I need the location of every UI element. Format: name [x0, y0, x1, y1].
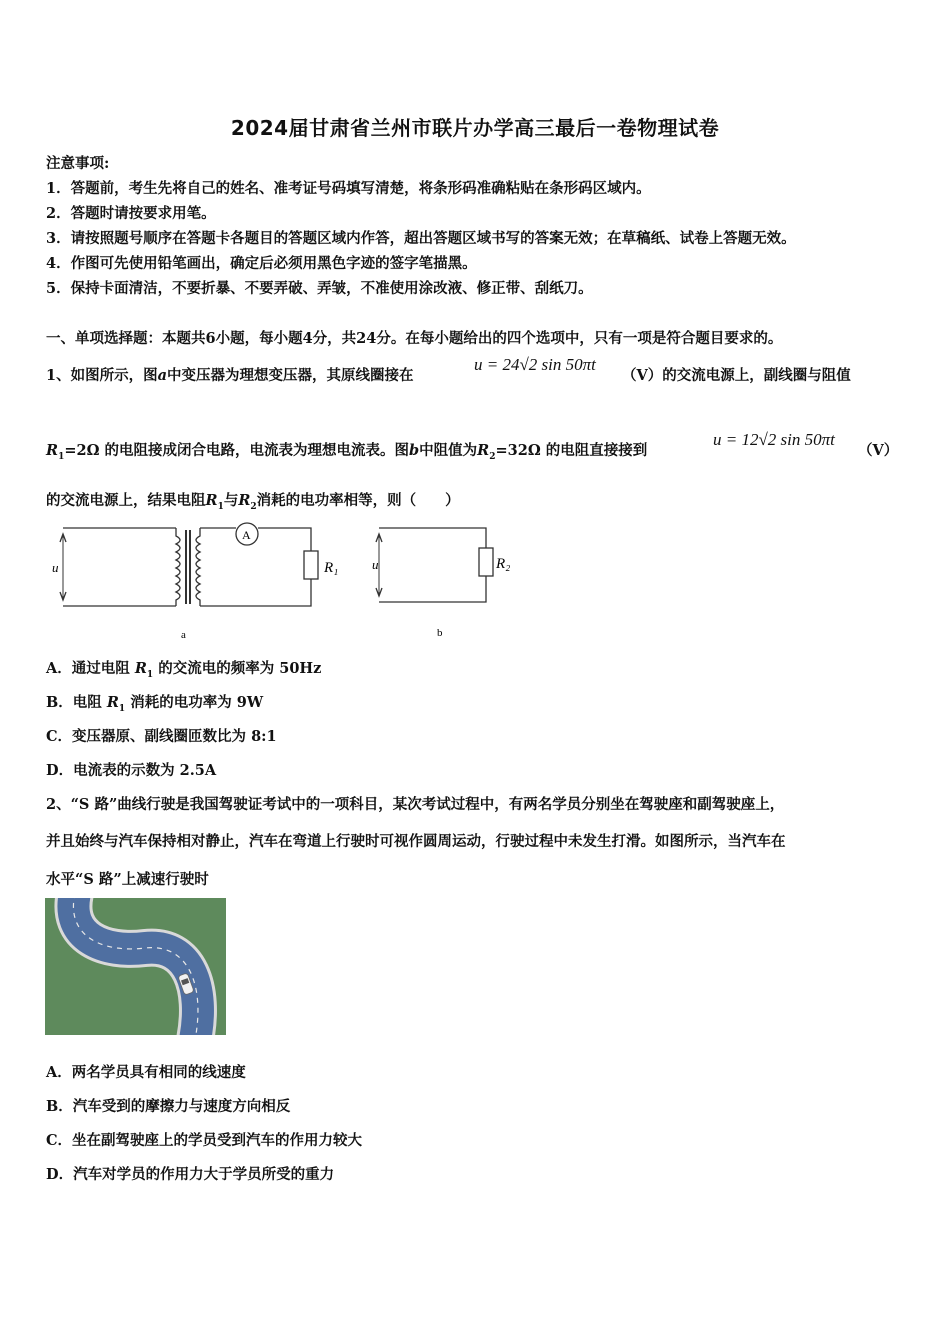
- circuit-a: [60, 523, 318, 606]
- q2-line-1: 2、“S 路”曲线行驶是我国驾驶证考试中的一项科目，某次考试过程中，有两名学员分别坐在驾驶座和副驾驶座上，: [46, 796, 785, 813]
- q1-unit-1: （V）的交流电源上，副线圈与阻值: [622, 367, 851, 384]
- label-u-b: u: [372, 557, 379, 572]
- notice-item: 3．请按照题号顺序在答题卡各题目的答题区域内作答，超出答题区域书写的答案无效；在草稿纸、试卷上答题无效。: [46, 230, 796, 247]
- q1-option-c[interactable]: C．变压器原、副线圈匝数比为 8:1: [46, 728, 277, 745]
- label-ammeter: A: [242, 528, 251, 542]
- label-u: u: [52, 560, 59, 575]
- page-title: 2024届甘肃省兰州市联片办学高三最后一卷物理试卷: [230, 116, 720, 140]
- section-heading: 一、单项选择题：本题共6小题，每小题4分，共24分。在每小题给出的四个选项中，只有一项是符合题目要求的。: [46, 330, 783, 347]
- notice-item: 5．保持卡面清洁，不要折暴、不要弄破、弄皱，不准使用涂改液、修正带、刮纸刀。: [46, 280, 593, 297]
- notice-item: 2．答题时请按要求用笔。: [46, 205, 216, 222]
- circuit-b: [376, 528, 493, 602]
- circuit-diagram: [46, 518, 526, 643]
- q2-line-3: 水平“S 路”上减速行驶时: [46, 871, 209, 888]
- q1-line-2: $R_1=2\Omega$ 的电阻接成闭合电路，电流表为理想电流表。图b中阻值为$R_2=32\Omega$ 的电阻直接接到: [46, 442, 648, 462]
- q1-line-3: 的交流电源上，结果电阻$R_1$与$R_2$消耗的电功率相等，则（ ）: [46, 492, 460, 512]
- caption-b: b: [437, 627, 443, 639]
- q1-unit-2: （V）: [858, 442, 899, 459]
- q2-option-b[interactable]: B．汽车受到的摩擦力与速度方向相反: [46, 1098, 291, 1115]
- q1-line-1: 1、如图所示，图a中变压器为理想变压器，其原线圈接在: [46, 367, 414, 384]
- label-r1: R₁: [324, 560, 339, 576]
- s-road-image: [45, 898, 226, 1035]
- q2-line-2: 并且始终与汽车保持相对静止，汽车在弯道上行驶时可视作圆周运动，行驶过程中未发生打滑。如图所示，当汽车在: [46, 833, 786, 850]
- formula-source-b: u = 12√2 sin 50πt: [713, 430, 835, 449]
- q2-option-d[interactable]: D．汽车对学员的作用力大于学员所受的重力: [46, 1166, 335, 1183]
- notice-item: 1．答题前，考生先将自己的姓名、准考证号码填写清楚，将条形码准确粘贴在条形码区域内。: [46, 180, 651, 197]
- q1-option-a[interactable]: A．通过电阻 $R_1$ 的交流电的频率为 50Hz: [46, 660, 322, 680]
- q1-option-d[interactable]: D．电流表的示数为 2.5A: [46, 762, 217, 779]
- label-r2: R₂: [496, 556, 511, 572]
- formula-source-a: u = 24√2 sin 50πt: [474, 355, 596, 374]
- q2-option-c[interactable]: C．坐在副驾驶座上的学员受到汽车的作用力较大: [46, 1132, 363, 1149]
- notice-item: 4．作图可先使用铅笔画出，确定后必须用黑色字迹的签字笔描黑。: [46, 255, 477, 272]
- q2-option-a[interactable]: A．两名学员具有相同的线速度: [46, 1064, 246, 1081]
- notice-heading: 注意事项:: [46, 155, 110, 172]
- caption-a: a: [181, 629, 186, 641]
- q1-option-b[interactable]: B．电阻 $R_1$ 消耗的电功率为 9W: [46, 694, 264, 714]
